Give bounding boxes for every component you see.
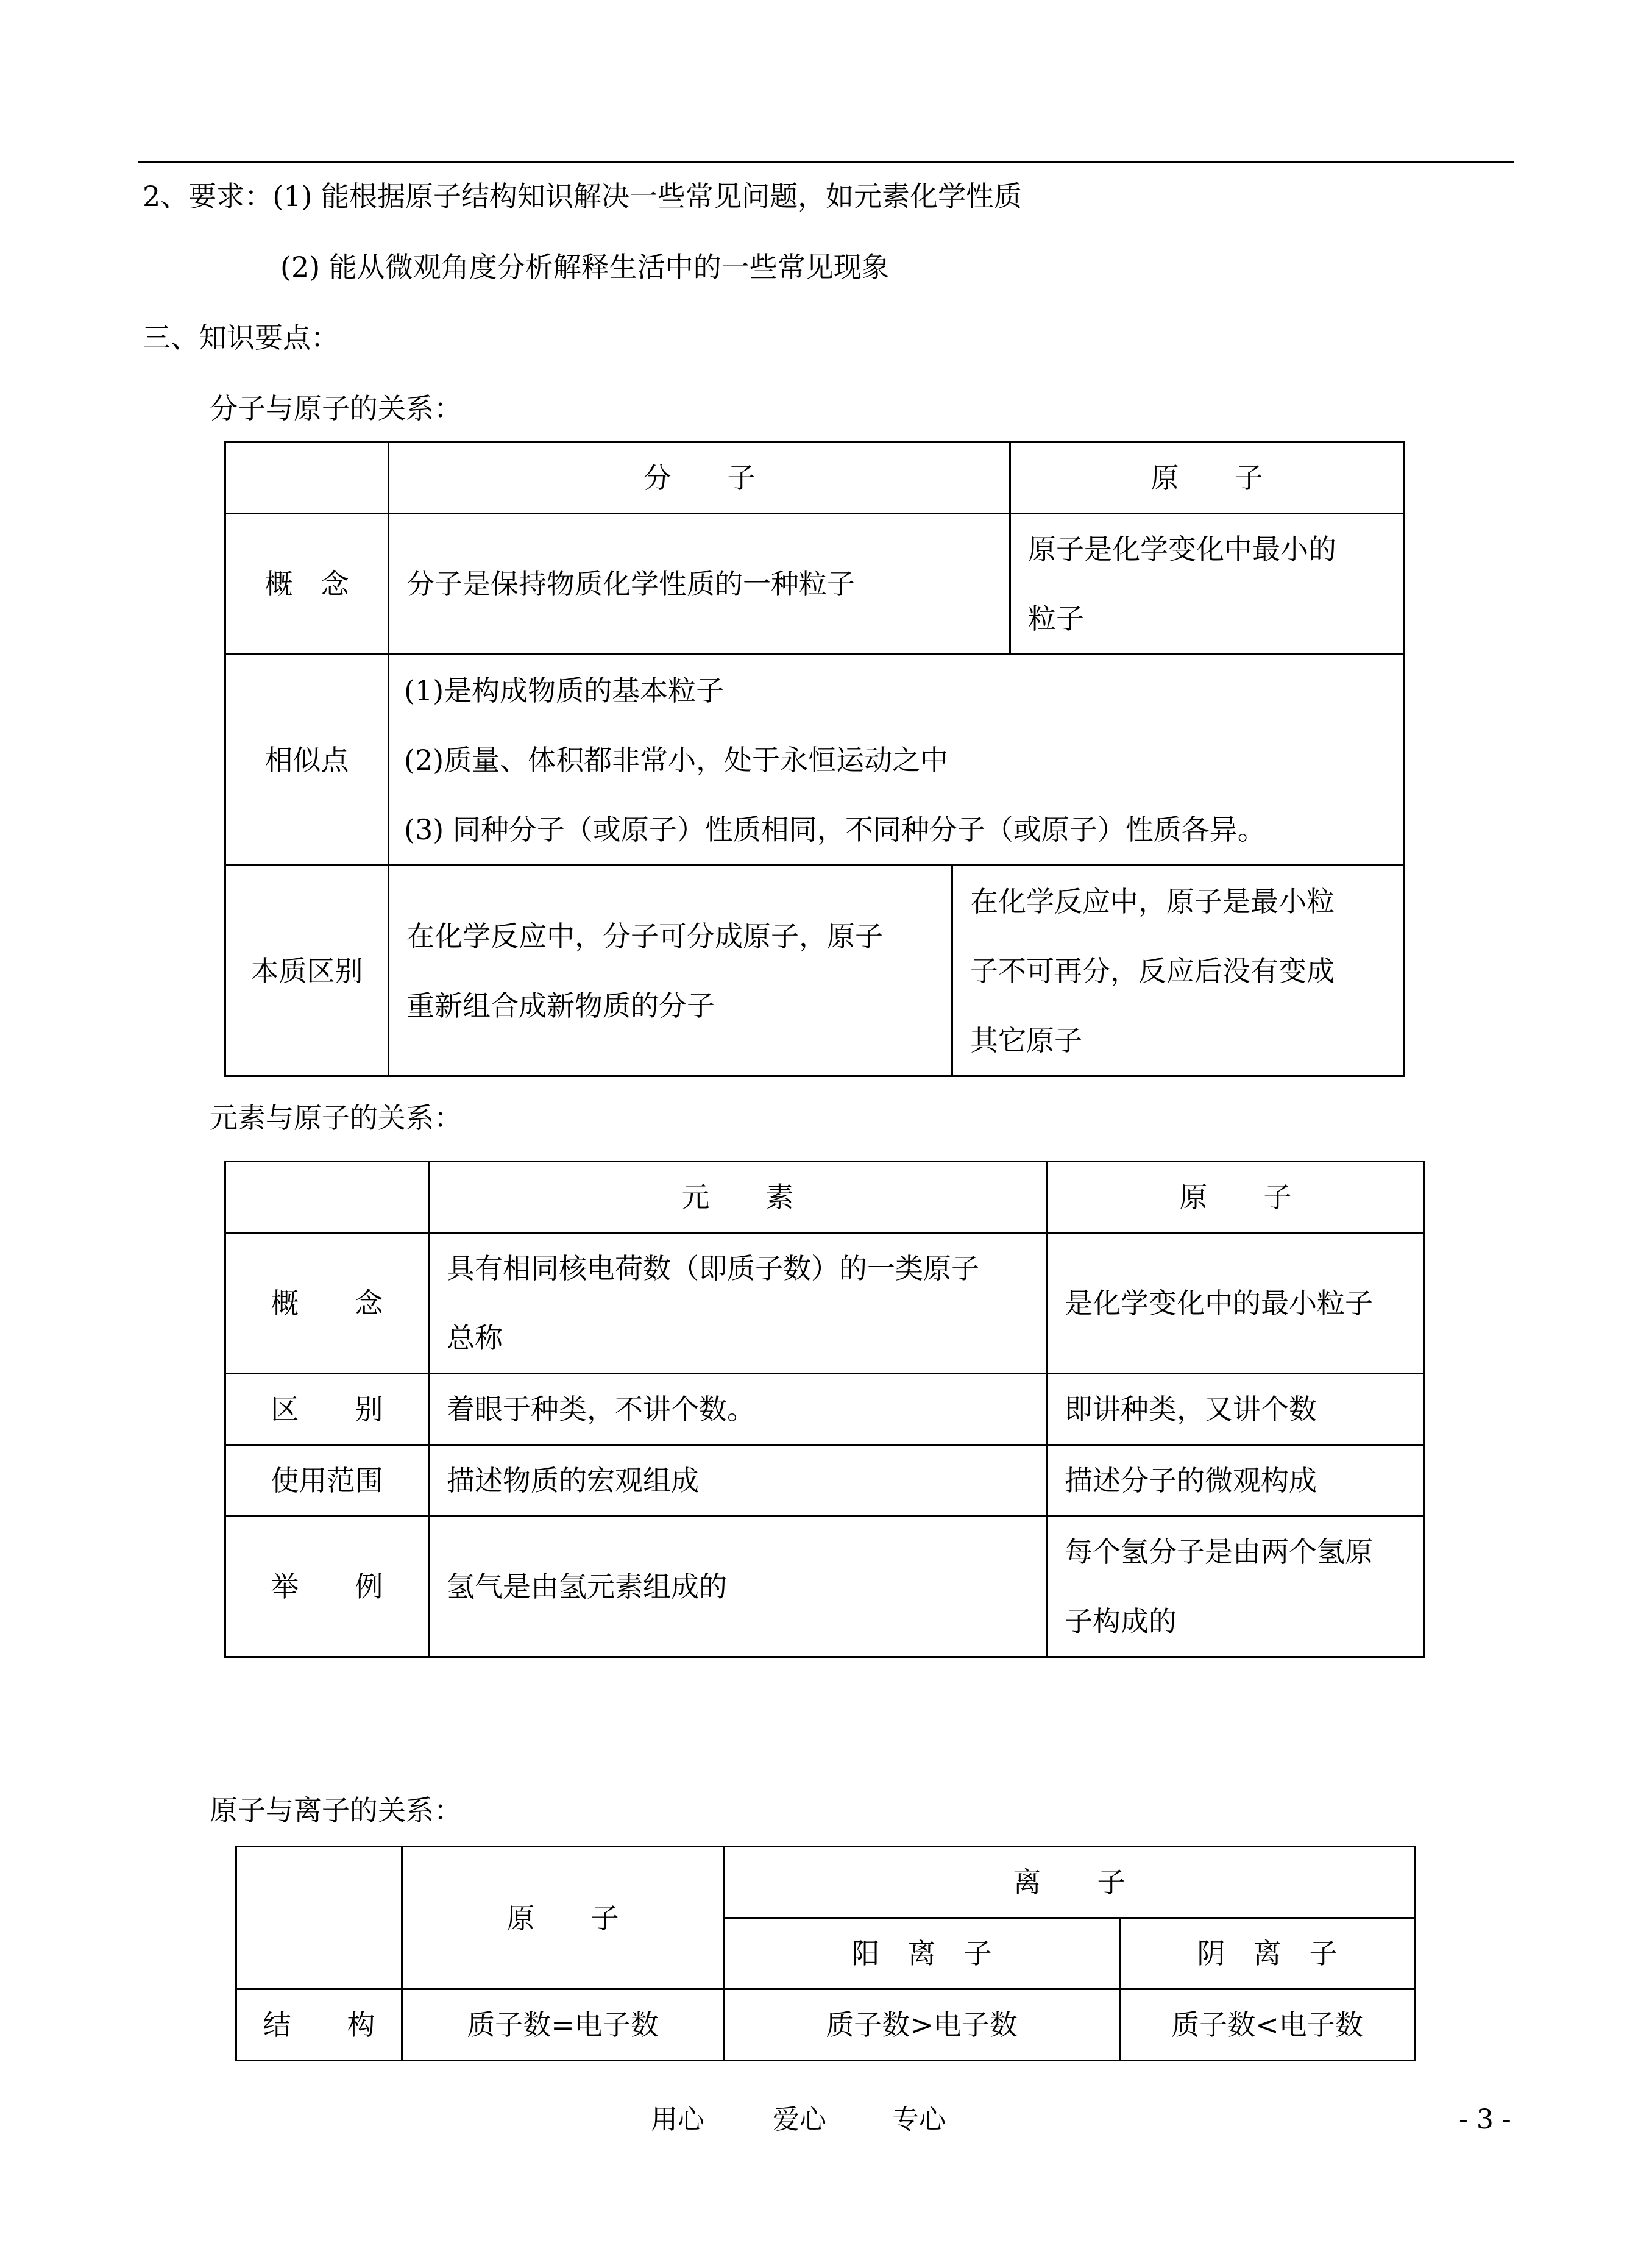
requirement-2: (2) 能从微观角度分析解释生活中的一些常见现象 <box>280 251 890 283</box>
header-empty <box>225 443 389 514</box>
row-label-difference: 区 别 <box>225 1374 429 1445</box>
similarity-3: (3) 同种分子（或原子）性质相同，不同种分子（或原子）性质各异。 <box>404 812 1266 846</box>
header-empty <box>236 1847 402 1989</box>
similarity-2: (2)质量、体积都非常小，处于永恒运动之中 <box>404 743 949 777</box>
header-atom: 原 子 <box>402 1847 724 1989</box>
element-atom-table <box>224 1161 1425 1658</box>
header-empty <box>225 1162 429 1233</box>
example-element: 氢气是由氢元素组成的 <box>429 1516 1047 1657</box>
difference-atom-line2: 子不可再分，反应后没有变成 <box>970 954 1335 987</box>
similarity-1: (1)是构成物质的基本粒子 <box>404 674 725 707</box>
row-label-structure: 结 构 <box>236 1989 402 2061</box>
row-label-concept: 概 念 <box>225 514 389 655</box>
scope-atom: 描述分子的微观构成 <box>1047 1445 1425 1516</box>
example-atom <box>1047 1516 1425 1657</box>
subheading-atom-ion: 原子与离子的关系： <box>210 1794 462 1827</box>
difference-element: 着眼于种类，不讲个数。 <box>429 1374 1047 1445</box>
footer-motto-2: 爱心 <box>773 2104 826 2135</box>
concept-atom-line2: 粒子 <box>1028 602 1084 635</box>
footer-motto-3: 专心 <box>892 2104 946 2135</box>
concept-atom <box>1010 514 1404 655</box>
row-label-concept: 概 念 <box>225 1233 429 1374</box>
header-rule <box>138 161 1514 163</box>
molecule-atom-table <box>224 441 1405 1077</box>
difference-atom <box>952 866 1404 1076</box>
row-label-scope: 使用范围 <box>225 1445 429 1516</box>
row-label-example: 举 例 <box>225 1516 429 1657</box>
header-atom: 原 子 <box>1010 443 1404 514</box>
difference-molecule <box>389 866 952 1076</box>
structure-atom: 质子数=电子数 <box>402 1989 724 2061</box>
page-number: - 3 - <box>1459 2104 1511 2135</box>
structure-cation: 质子数>电子数 <box>724 1989 1120 2061</box>
row-label-similarity: 相似点 <box>225 655 389 866</box>
structure-anion: 质子数<电子数 <box>1120 1989 1415 2061</box>
concept-atom: 是化学变化中的最小粒子 <box>1047 1233 1425 1374</box>
similarity-cell <box>389 655 1404 866</box>
concept-element-line1: 具有相同核电荷数（即质子数）的一类原子 <box>447 1252 979 1285</box>
scope-element: 描述物质的宏观组成 <box>429 1445 1047 1516</box>
header-cation: 阳 离 子 <box>724 1918 1120 1989</box>
header-molecule: 分 子 <box>389 443 1010 514</box>
row-label-essential-difference: 本质区别 <box>225 866 389 1076</box>
header-atom: 原 子 <box>1047 1162 1425 1233</box>
header-element: 元 素 <box>429 1162 1047 1233</box>
example-atom-line2: 子构成的 <box>1065 1605 1177 1638</box>
difference-molecule-line2: 重新组合成新物质的分子 <box>406 989 715 1022</box>
difference-atom-line3: 其它原子 <box>970 1023 1082 1057</box>
atom-ion-table <box>235 1846 1416 2061</box>
difference-atom: 即讲种类，又讲个数 <box>1047 1374 1425 1445</box>
footer-motto-1: 用心 <box>651 2104 704 2135</box>
subheading-molecule-atom: 分子与原子的关系： <box>210 392 462 425</box>
example-atom-line1: 每个氢分子是由两个氢原 <box>1065 1535 1373 1568</box>
difference-atom-line1: 在化学反应中，原子是最小粒 <box>970 884 1335 918</box>
subheading-element-atom: 元素与原子的关系： <box>210 1101 462 1134</box>
concept-atom-line1: 原子是化学变化中最小的 <box>1028 533 1336 566</box>
requirement-1: 2、要求：(1) 能根据原子结构知识解决一些常见问题，如元素化学性质 <box>143 180 1023 213</box>
section-heading: 三、知识要点： <box>143 321 339 354</box>
header-ion: 离 子 <box>724 1847 1415 1918</box>
concept-element <box>429 1233 1047 1374</box>
concept-molecule: 分子是保持物质化学性质的一种粒子 <box>389 514 1010 655</box>
header-anion: 阴 离 子 <box>1120 1918 1415 1989</box>
difference-molecule-line1: 在化学反应中，分子可分成原子，原子 <box>406 919 883 953</box>
concept-element-line2: 总称 <box>447 1321 503 1354</box>
